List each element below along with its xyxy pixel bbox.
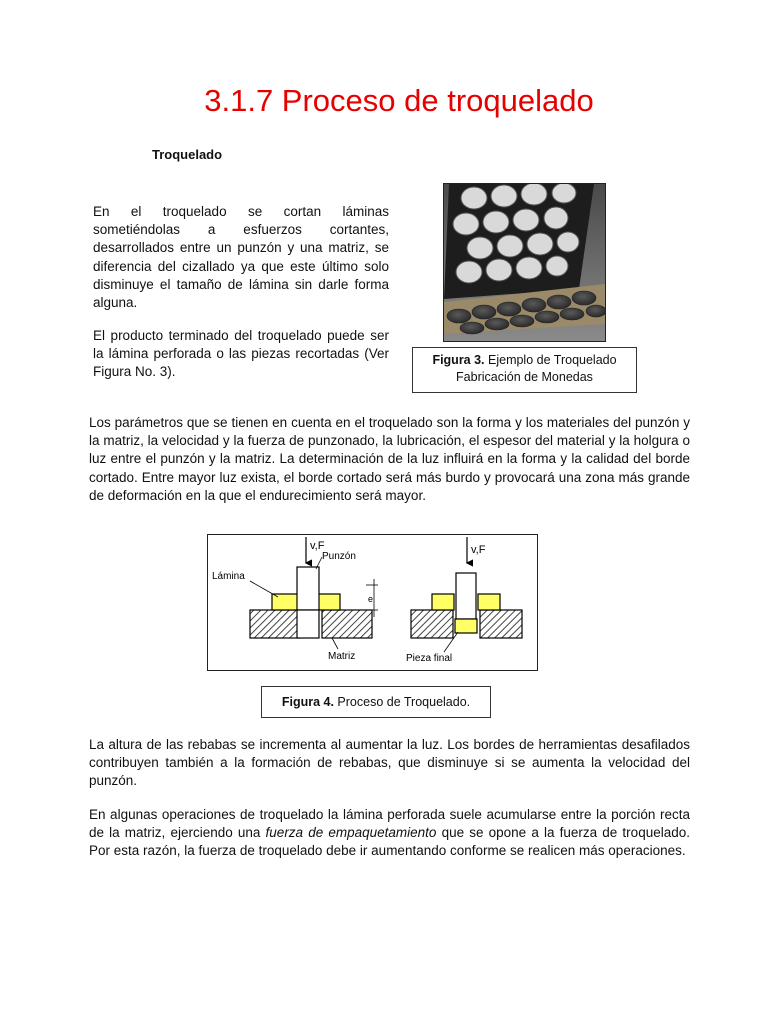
figure-3-text-1: Ejemplo de Troquelado xyxy=(484,353,617,367)
figure-3-caption xyxy=(412,347,637,393)
p5-italic-term: fuerza de empaquetamiento xyxy=(265,825,437,841)
pieza-final-label: Pieza final xyxy=(406,653,453,664)
paragraph-intro: En el troquelado se cortan láminas sometiéndolas a esfuerzos cortantes, desarrollados entre un punzón y una matriz, se diferencia del cizallado ya que este último solo disminuye el tamaño de lámina sin darle forma alguna. xyxy=(93,204,389,311)
punching-diagram-svg xyxy=(208,535,537,670)
coin-punching-photo xyxy=(443,183,606,342)
lamina-label: Lámina xyxy=(212,571,245,582)
paragraph-packing-force xyxy=(89,806,690,861)
figure-4-text: Proceso de Troquelado. xyxy=(333,695,471,709)
page-title: 3.1.7 Proceso de troquelado xyxy=(204,82,594,118)
matriz-label: Matriz xyxy=(328,651,356,662)
stage-after xyxy=(406,537,522,664)
figure-4-label: Figura 4. xyxy=(281,695,334,709)
paragraph-parameters: Los parámetros que se tienen en cuenta en el troquelado son la forma y los materiales del punzón y la matriz, la velocidad y la fuerza de punzonado, la lubricación, el espesor del material y la holgura o luz entre el punzón y la matriz. La determinación de la luz influirá en la forma y la calidad del borde cortado. Entre mayor luz exista, el borde cortado será más burdo y provocará una zona más grande de deformación en la que el endurecimiento será mayor. xyxy=(89,415,690,503)
coin-punching-illustration xyxy=(444,184,605,341)
figure-4-caption xyxy=(261,686,491,718)
p5-text-before: En algunas operaciones de troquelado la lámina perforada suele acumularse entre la porción recta de la matriz, ejerciendo una xyxy=(89,807,690,841)
punching-process-diagram xyxy=(207,534,538,671)
stage-before xyxy=(212,537,378,662)
force-label-left: v,F xyxy=(310,540,325,552)
gap-label: e xyxy=(368,594,374,604)
paragraph-burrs: La altura de las rebabas se incrementa al aumentar la luz. Los bordes de herramientas desafilados contribuyen también a la formación de rebabas, que disminuye si se aumenta la velocidad del punzón. xyxy=(89,737,690,789)
paragraph-product: El producto terminado del troquelado puede ser la lámina perforada o las piezas recortadas (Ver Figura No. 3). xyxy=(93,328,389,380)
p5-text-after: que se opone a la fuerza de troquelado. Por esta razón, la fuerza de troquelado debe ir aumentando conforme se realicen más operaciones. xyxy=(89,825,690,859)
force-label-right: v,F xyxy=(471,544,486,556)
punzon-label: Punzón xyxy=(322,551,356,562)
figure-3-label: Figura 3. xyxy=(432,353,485,367)
figure-3-text-2: Fabricación de Monedas xyxy=(456,370,593,384)
section-subheading: Troquelado xyxy=(152,147,223,162)
